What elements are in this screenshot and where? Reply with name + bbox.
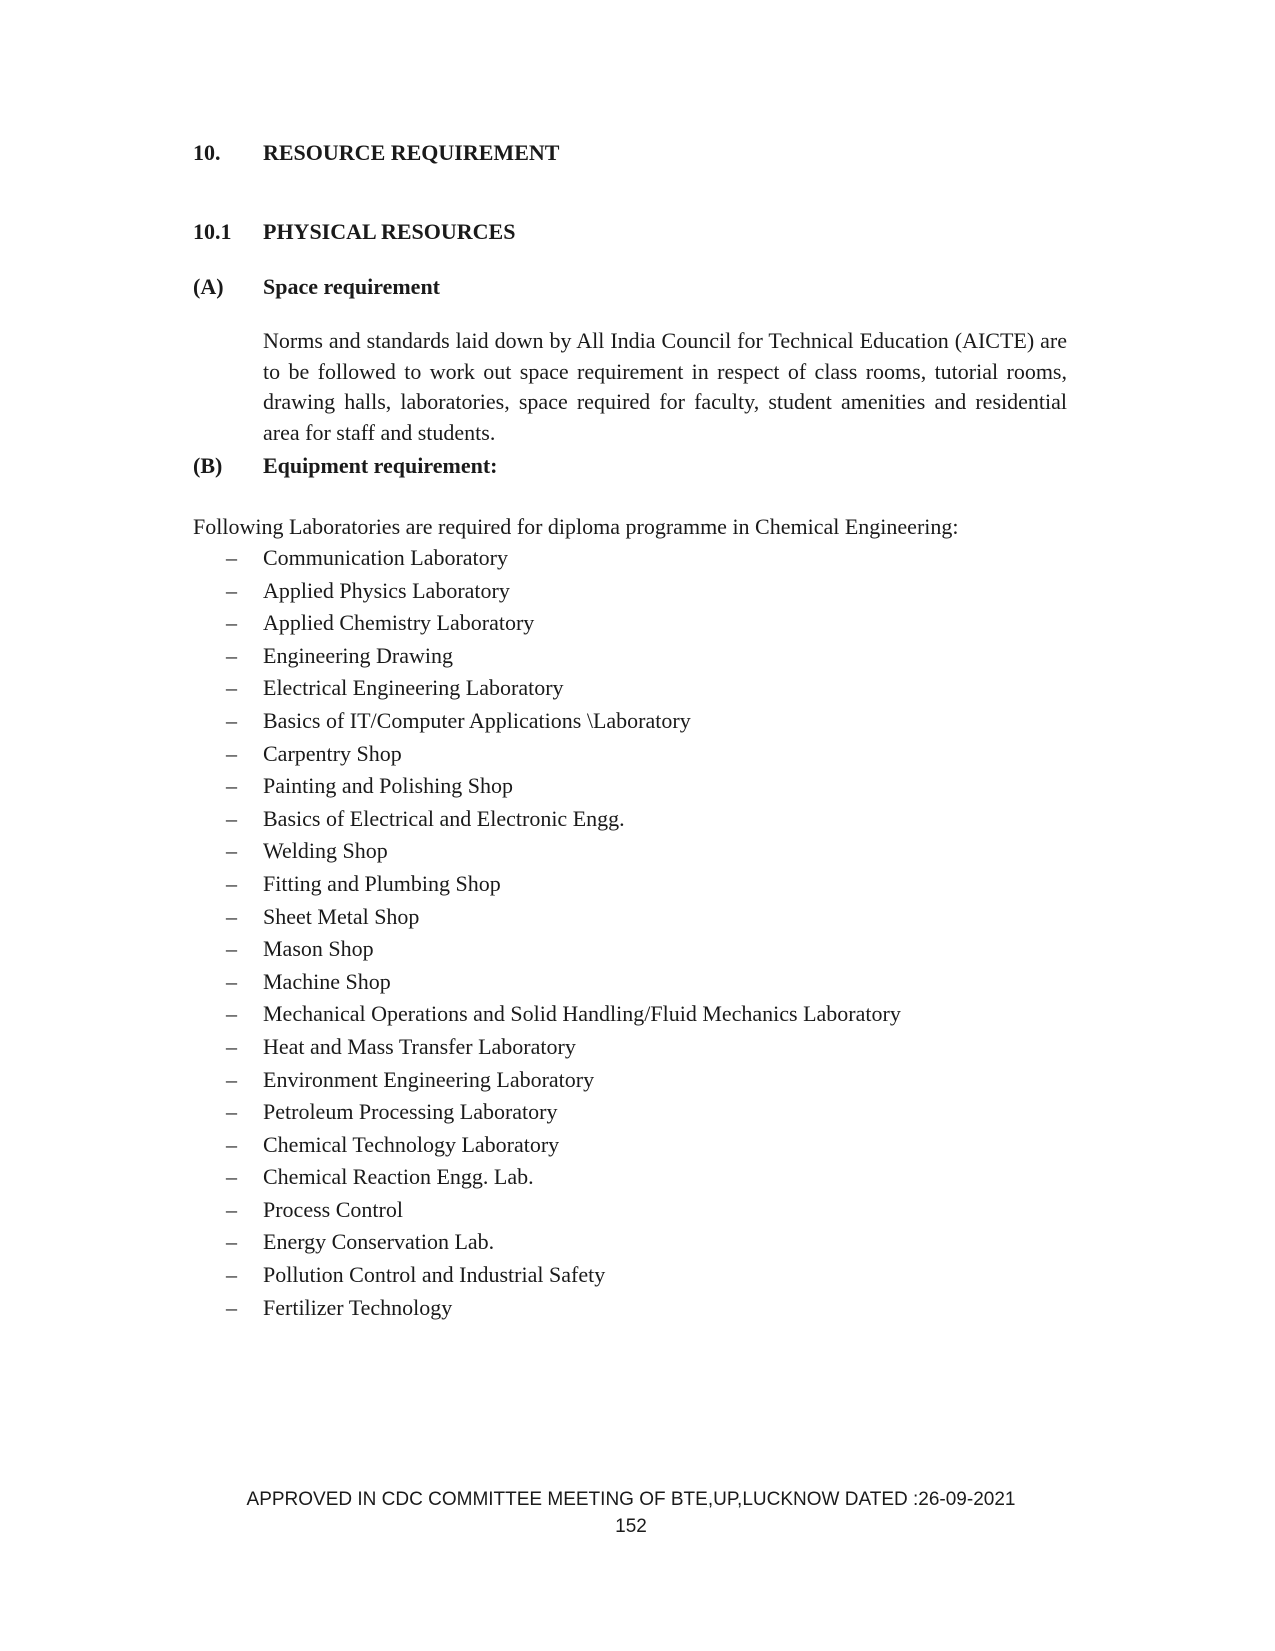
- lab-name: Basics of IT/Computer Applications \Laboratory: [263, 707, 691, 733]
- list-bullet: –: [226, 1001, 237, 1027]
- part-b-label: (B): [193, 453, 223, 478]
- approval-footer: APPROVED IN CDC COMMITTEE MEETING OF BTE,UP,LUCKNOW DATED :26-09-2021: [246, 1489, 1016, 1510]
- lab-name: Carpentry Shop: [263, 740, 402, 766]
- lab-name: Chemical Technology Laboratory: [263, 1131, 560, 1157]
- list-bullet: –: [226, 805, 237, 831]
- list-bullet: –: [226, 1164, 237, 1190]
- list-bullet: –: [226, 968, 237, 994]
- list-bullet: –: [226, 1131, 237, 1157]
- list-bullet: –: [226, 870, 237, 896]
- lab-name: Petroleum Processing Laboratory: [263, 1099, 558, 1125]
- lab-name: Heat and Mass Transfer Laboratory: [263, 1033, 576, 1059]
- lab-name: Basics of Electrical and Electronic Engg.: [263, 805, 625, 831]
- lab-name: Applied Physics Laboratory: [263, 577, 510, 603]
- list-bullet: –: [226, 838, 237, 864]
- list-bullet: –: [226, 1033, 237, 1059]
- list-bullet: –: [226, 740, 237, 766]
- lab-name: Machine Shop: [263, 968, 391, 994]
- list-bullet: –: [226, 642, 237, 668]
- lab-name: Engineering Drawing: [263, 642, 453, 668]
- space-requirement-paragraph: Norms and standards laid down by All India Council for Technical Education (AICTE) are to be followed to work out space requirement in respect of class rooms, tutorial rooms, drawing halls, laboratories, space required for faculty, student amenities and residential area for staff and students.: [263, 328, 1067, 446]
- lab-name: Communication Laboratory: [263, 545, 508, 570]
- lab-name: Electrical Engineering Laboratory: [263, 675, 564, 701]
- list-bullet: –: [226, 773, 237, 799]
- list-bullet: –: [226, 577, 237, 603]
- lab-name: Welding Shop: [263, 838, 388, 864]
- lab-name: Energy Conservation Lab.: [263, 1229, 495, 1255]
- labs-intro: Following Laboratories are required for diploma programme in Chemical Engineering:: [193, 514, 959, 539]
- list-bullet: –: [226, 936, 237, 962]
- subsection-number: 10.1: [193, 219, 232, 244]
- lab-name: Painting and Polishing Shop: [263, 773, 513, 799]
- lab-name: Applied Chemistry Laboratory: [263, 610, 535, 636]
- lab-name: Environment Engineering Laboratory: [263, 1066, 595, 1092]
- list-bullet: –: [226, 1099, 237, 1125]
- lab-name: Fitting and Plumbing Shop: [263, 870, 501, 896]
- list-bullet: –: [226, 610, 237, 636]
- list-bullet: –: [226, 1262, 237, 1288]
- page-number: 152: [615, 1516, 647, 1537]
- list-bullet: –: [226, 707, 237, 733]
- section-number: 10.: [193, 140, 221, 165]
- lab-name: Mason Shop: [263, 936, 374, 962]
- lab-name: Process Control: [263, 1196, 403, 1222]
- lab-name: Pollution Control and Industrial Safety: [263, 1262, 606, 1288]
- list-bullet: –: [226, 675, 237, 701]
- lab-name: Chemical Reaction Engg. Lab.: [263, 1164, 534, 1190]
- list-bullet: –: [226, 1294, 237, 1320]
- section-title: RESOURCE REQUIREMENT: [263, 140, 560, 165]
- list-bullet: –: [226, 903, 237, 929]
- part-b-title: Equipment requirement:: [263, 453, 498, 478]
- list-bullet: –: [226, 1196, 237, 1222]
- subsection-title: PHYSICAL RESOURCES: [263, 219, 516, 244]
- list-bullet: –: [226, 1066, 237, 1092]
- lab-name: Fertilizer Technology: [263, 1294, 453, 1320]
- lab-name: Mechanical Operations and Solid Handling/Fluid Mechanics Laboratory: [263, 1001, 901, 1027]
- list-bullet: –: [226, 545, 237, 570]
- part-a-label: (A): [193, 274, 224, 299]
- lab-name: Sheet Metal Shop: [263, 903, 420, 929]
- list-bullet: –: [226, 1229, 237, 1255]
- part-a-title: Space requirement: [263, 274, 440, 299]
